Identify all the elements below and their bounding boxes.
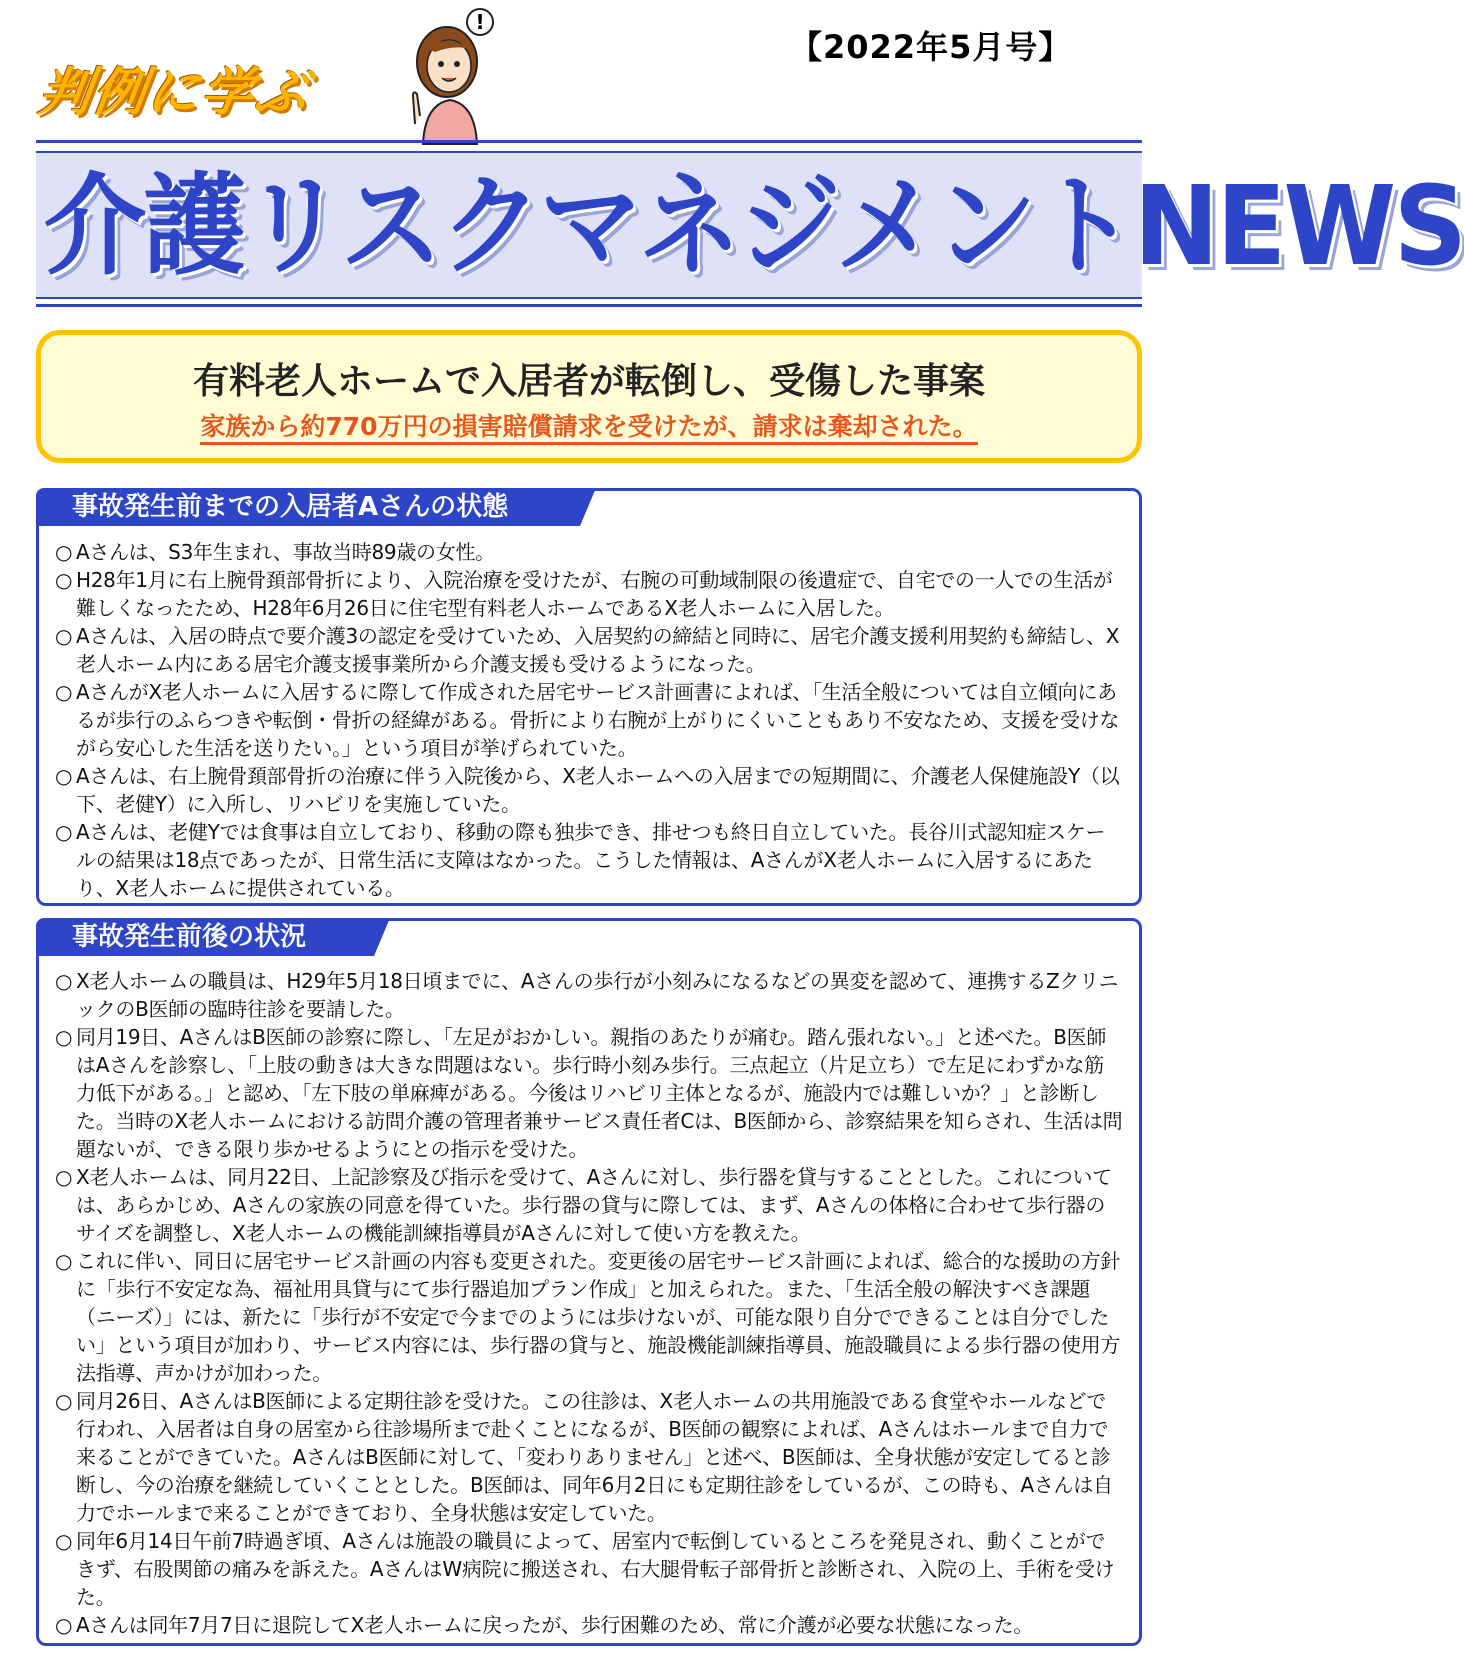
item-text: 同月19日、AさんはB医師の診察に際し、「左足がおかしい。親指のあたりが痛む。踏ん張れない。」と述べた。B医師はAさんを診察し、「上肢の動きは大きな問題はない。歩行時小刻み歩行。三点起立（片足立ち）で左足にわずかな筋力低下がある。」と認め、「左下肢の単麻痺がある。今後はリハビリ主体となるが、施設内では難しいか？」と診断した。当時のX老人ホームにおける訪問介護の管理者兼サービス責任者Cは、B医師から、診察結果を知らされ、生活は問題ないが、できる限り歩かせるようにとの指示を受けた。 — [76, 1025, 1123, 1161]
section-resident-status — [36, 488, 1142, 906]
list-item — [55, 1023, 1123, 1163]
list-item — [55, 622, 1123, 678]
item-text: X老人ホームは、同月22日、上記診察及び指示を受けて、Aさんに対し、歩行器を貸与することとした。これについては、あらかじめ、Aさんの家族の同意を得ていた。歩行器の貸与に際しては、まず、Aさんの体格に合わせて歩行器のサイズを調整し、X老人ホームの機能訓練指導員がAさんに対して使い方を教えた。 — [76, 1165, 1112, 1245]
item-text: これに伴い、同日に居宅サービス計画の内容も変更された。変更後の居宅サービス計画によれば、総合的な援助の方針に「歩行不安定な為、福祉用具貸与にて歩行器追加プラン作成」と加えられた。また、「生活全般の解決すべき課題（ニーズ）」には、新たに「歩行が不安定で今までのようには歩けないが、可能な限り自分でできることは自分でしたい」という項目が加わり、サービス内容には、歩行器の貸与と、施設機能訓練指導員、施設職員による歩行器の使用方法指導、声かけが加わった。 — [76, 1249, 1121, 1385]
bullet-mark: ○ — [55, 624, 73, 648]
bullet-mark: ○ — [55, 820, 73, 844]
list-item — [55, 538, 1123, 566]
mascot-illustration — [395, 4, 515, 146]
list-item — [55, 1527, 1123, 1611]
list-item — [55, 678, 1123, 762]
bullet-mark: ○ — [55, 680, 73, 704]
subheadline: 家族から約770万円の損害賠償請求を受けたが、請求は棄却された。 — [200, 412, 977, 445]
bullet-mark: ○ — [55, 1389, 73, 1413]
item-list — [55, 538, 1123, 902]
issue-label: 【2022年5月号】 — [790, 28, 1072, 66]
headline: 有料老人ホームで入居者が転倒し、受傷した事案 — [192, 361, 985, 402]
list-item — [55, 967, 1123, 1023]
newsletter-title: 介護リスクマネジメントNEWS — [44, 162, 1464, 290]
item-text: Aさんは、老健Yでは食事は自立しており、移動の際も独歩でき、排せつも終日自立していた。長谷川式認知症スケールの結果は18点であったが、日常生活に支障はなかった。こうした情報は、AさんがX老人ホームに入居するにあたり、X老人ホームに提供されている。 — [76, 820, 1106, 900]
bullet-mark: ○ — [55, 1165, 73, 1189]
series-title: 判例に学ぶ — [35, 63, 314, 123]
item-text: Aさんは、S3年生まれ、事故当時89歳の女性。 — [76, 540, 495, 564]
item-text: H28年1月に右上腕骨頚部骨折により、入院治療を受けたが、右腕の可動域制限の後遺症で、自宅での一人での生活が難しくなったため、H28年6月26日に住宅型有料老人ホームであるX老人ホームに入居した。 — [76, 568, 1113, 620]
exclamation-mark: ! — [475, 10, 485, 34]
title-banner — [36, 151, 1464, 299]
bullet-mark: ○ — [55, 1613, 73, 1637]
bullet-mark: ○ — [55, 1249, 73, 1273]
bullet-mark: ○ — [55, 568, 73, 592]
item-text: Aさんは、右上腕骨頚部骨折の治療に伴う入院後から、X老人ホームへの入居までの短期間に、介護老人保健施設Y（以下、老健Y）に入所し、リハビリを実施していた。 — [76, 764, 1120, 816]
section-title: 事故発生前までの入居者Aさんの状態 — [36, 488, 580, 526]
item-list — [55, 967, 1123, 1639]
section-title: 事故発生前後の状況 — [36, 918, 374, 956]
list-item — [55, 1247, 1123, 1387]
list-item — [55, 818, 1123, 902]
list-item — [55, 566, 1123, 622]
section-accident-situation — [36, 918, 1142, 1646]
item-text: 同月26日、AさんはB医師による定期往診を受けた。この往診は、X老人ホームの共用施設である食堂やホールなどで行われ、入居者は自身の居室から往診場所まで赴くことになるが、B医師の観察によれば、Aさんはホールまで自力で来ることができていた。AさんはB医師に対して、「変わりありません」と述べ、B医師は、全身状態が安定してると診断し、今の治療を継続していくこととした。B医師は、同年6月2日にも定期往診をしているが、この時も、Aさんは自力でホールまで来ることができており、全身状態は安定していた。 — [76, 1389, 1113, 1525]
item-text: AさんがX老人ホームに入居するに際して作成された居宅サービス計画書によれば、「生活全般については自立傾向にあるが歩行のふらつきや転倒・骨折の経緯がある。骨折により右腕が上がりにくいこともあり不安なため、支援を受けながら安心した生活を送りたい。」という項目が挙げられていた。 — [76, 680, 1120, 760]
list-item — [55, 1611, 1123, 1639]
bullet-mark: ○ — [55, 1025, 73, 1049]
list-item — [55, 762, 1123, 818]
item-text: Aさんは同年7月7日に退院してX老人ホームに戻ったが、歩行困難のため、常に介護が必要な状態になった。 — [76, 1613, 1034, 1637]
item-text: 同年6月14日午前7時過ぎ頃、Aさんは施設の職員によって、居室内で転倒しているところを発見され、動くことができず、右股関節の痛みを訴えた。AさんはW病院に搬送され、右大腿骨転子部骨折と診断され、入院の上、手術を受けた。 — [76, 1529, 1115, 1609]
list-item — [55, 1163, 1123, 1247]
headline-box — [36, 330, 1142, 463]
list-item — [55, 1387, 1123, 1527]
bullet-mark: ○ — [55, 764, 73, 788]
top-rule — [36, 140, 1142, 143]
item-text: X老人ホームの職員は、H29年5月18日頃までに、Aさんの歩行が小刻みになるなどの異変を認めて、連携するZクリニックのB医師の臨時往診を要請した。 — [76, 969, 1119, 1021]
item-text: Aさんは、入居の時点で要介護3の認定を受けていため、入居契約の締結と同時に、居宅介護支援利用契約も締結し、X老人ホーム内にある居宅介護支援事業所から介護支援も受けるようになった。 — [76, 624, 1120, 676]
bottom-rule — [36, 304, 1142, 307]
bullet-mark: ○ — [55, 1529, 73, 1553]
subheadline-wrap — [41, 407, 1137, 443]
bullet-mark: ○ — [55, 540, 73, 564]
bullet-mark: ○ — [55, 969, 73, 993]
